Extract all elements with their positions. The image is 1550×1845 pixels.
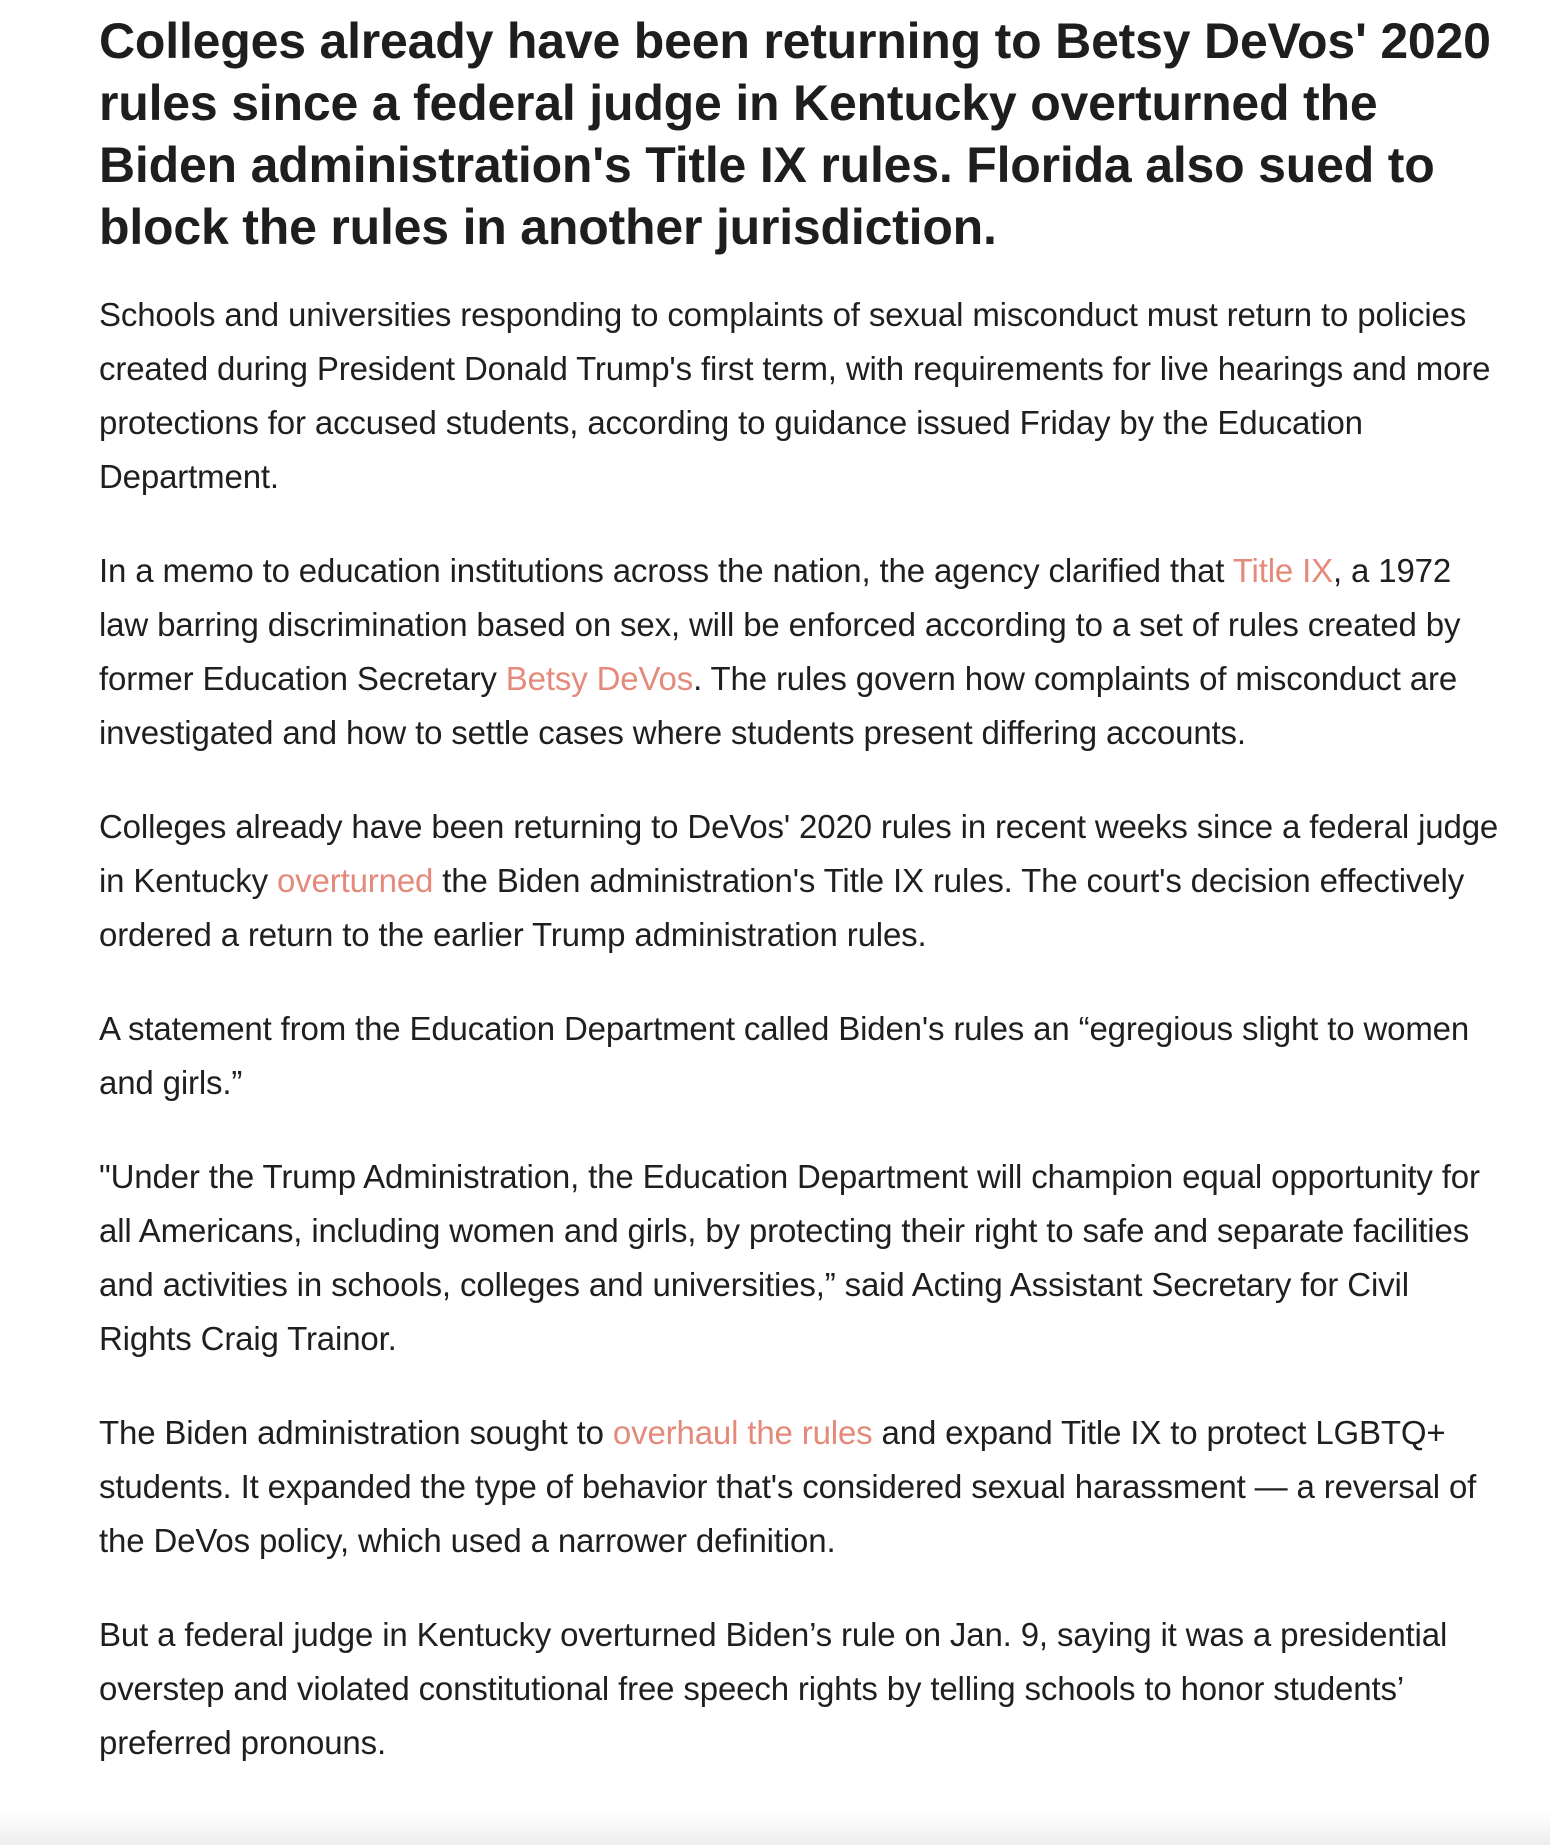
overhaul-the-rules-link[interactable]: overhaul the rules [612, 1414, 873, 1451]
article-headline: Colleges already have been returning to Betsy DeVos' 2020 rules since a federal judge in Kentucky overturned the Biden administration's Title IX rules. Florida also sued to block the rules in another jurisdiction. [99, 13, 1491, 255]
paragraph-2-text-2: , a 1972 law barring discrimination based on sex, will be enforced according to a set of rules created by former Education Secretary [99, 552, 1461, 697]
paragraph-2-text-1: In a memo to education institutions across the nation, the agency clarified that [99, 552, 1233, 589]
paragraph-5: "Under the Trump Administration, the Education Department will champion equal opportunity for all Americans, including women and girls, by protecting their right to safe and separate facilities and activities in schools, colleges and universities,” said Acting Assistant Secretary for Civil Rights Craig Trainor. [99, 1158, 1480, 1357]
overturned-link[interactable]: overturned [276, 862, 434, 899]
bottom-edge-shadow [0, 1811, 1550, 1845]
paragraph-3-text-2: the Biden administration's Title IX rules. The court's decision effectively ordered a return to the earlier Trump administration rules. [99, 862, 1465, 953]
paragraph-2 [99, 544, 1504, 760]
paragraph-6 [99, 1406, 1504, 1568]
paragraph-7: But a federal judge in Kentucky overturned Biden’s rule on Jan. 9, saying it was a presidential overstep and violated constitutional free speech rights by telling schools to honor students’ preferred pronouns. [99, 1616, 1448, 1761]
paragraph-1: Schools and universities responding to complaints of sexual misconduct must return to policies created during President Donald Trump's first term, with requirements for live hearings and more protections for accused students, according to guidance issued Friday by the Education Department. [99, 296, 1491, 495]
paragraph-6-text-1: The Biden administration sought to [99, 1414, 613, 1451]
title-ix-link[interactable]: Title IX [1232, 552, 1334, 589]
paragraph-3-text-1: Colleges already have been returning to DeVos' 2020 rules in recent weeks since a federal judge in Kentucky [99, 808, 1499, 899]
paragraph-4: A statement from the Education Department called Biden's rules an “egregious slight to women and girls.” [99, 1010, 1470, 1101]
betsy-devos-link[interactable]: Betsy DeVos [505, 660, 694, 697]
article-body [99, 10, 1504, 1810]
paragraph-2-text-3: . The rules govern how complaints of misconduct are investigated and how to settle cases where students present differing accounts. [99, 660, 1458, 751]
paragraph-6-text-2: and expand Title IX to protect LGBTQ+ students. It expanded the type of behavior that's considered sexual harassment — a reversal of the DeVos policy, which used a narrower definition. [99, 1414, 1477, 1559]
paragraph-3 [99, 800, 1504, 962]
